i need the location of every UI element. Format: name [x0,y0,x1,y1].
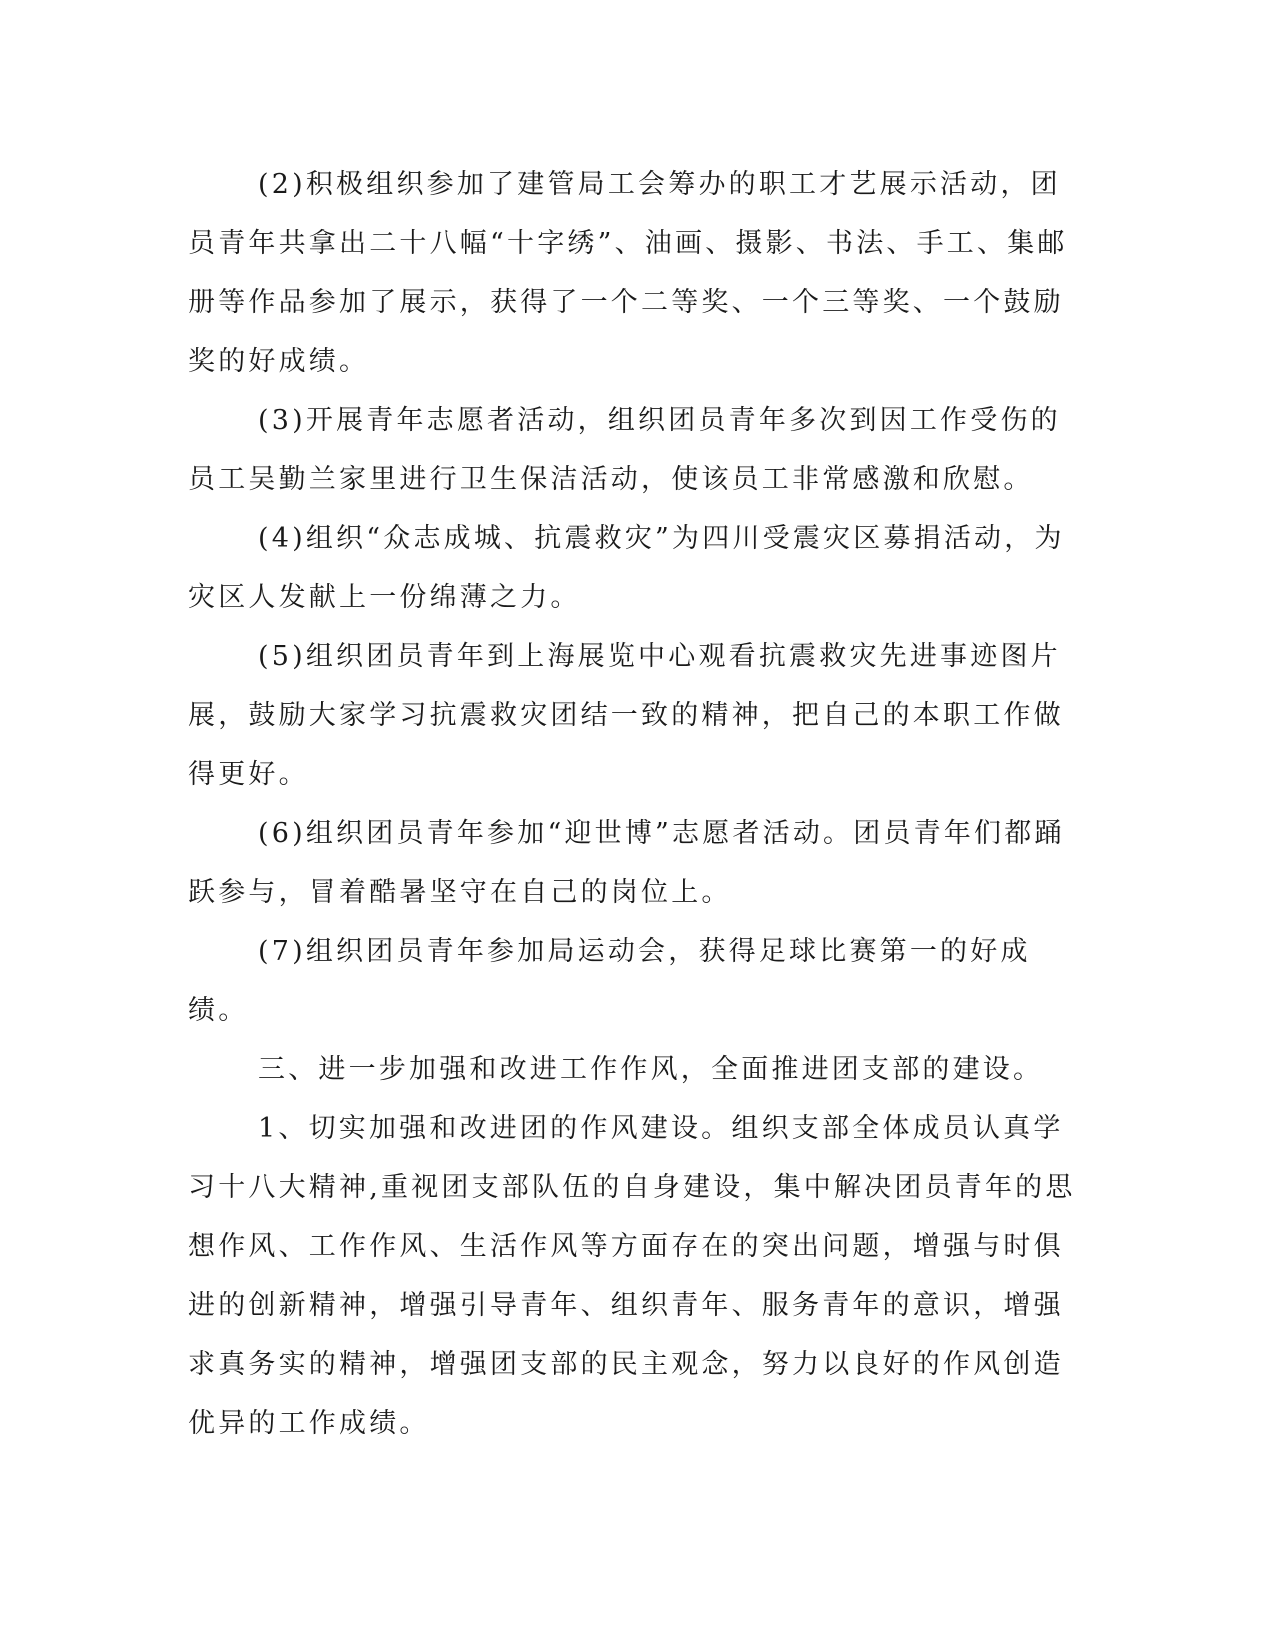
paragraph-item-4: (4)组织“众志成城、抗震救灾”为四川受震灾区募捐活动，为灾区人发献上一份绵薄之力。 [188,523,1065,613]
paragraph-item-5: (5)组织团员青年到上海展览中心观看抗震救灾先进事迹图片展，鼓励大家学习抗震救灾团结一致的精神，把自己的本职工作做得更好。 [188,641,1064,790]
paragraph-style-building: 1、切实加强和改进团的作风建设。组织支部全体成员认真学习十八大精神,重视团支部队伍的自身建设，集中解决团员青年的思想作风、工作作风、生活作风等方面存在的突出问题，增强与时俱进的创新精神，增强引导青年、组织青年、服务青年的意识，增强求真务实的精神，增强团支部的民主观念，努力以良好的作风创造优异的工作成绩。 [188,1113,1076,1439]
paragraph-item-7: (7)组织团员青年参加局运动会，获得足球比赛第一的好成绩。 [188,936,1031,1026]
paragraph-item-2: (2)积极组织参加了建管局工会筹办的职工才艺展示活动，团员青年共拿出二十八幅“十字绣”、油画、摄影、书法、手工、集邮册等作品参加了展示，获得了一个二等奖、一个三等奖、一个鼓励奖的好成绩。 [188,169,1068,377]
section-heading-3: 三、进一步加强和改进工作作风，全面推进团支部的建设。 [258,1054,1044,1085]
paragraph-item-6: (6)组织团员青年参加“迎世博”志愿者活动。团员青年们都踊跃参与，冒着酷暑坚守在自己的岗位上。 [188,818,1065,908]
body-text [188,155,1078,1453]
paragraph-item-3: (3)开展青年志愿者活动，组织团员青年多次到因工作受伤的员工吴勤兰家里进行卫生保洁活动，使该员工非常感激和欣慰。 [188,405,1061,495]
